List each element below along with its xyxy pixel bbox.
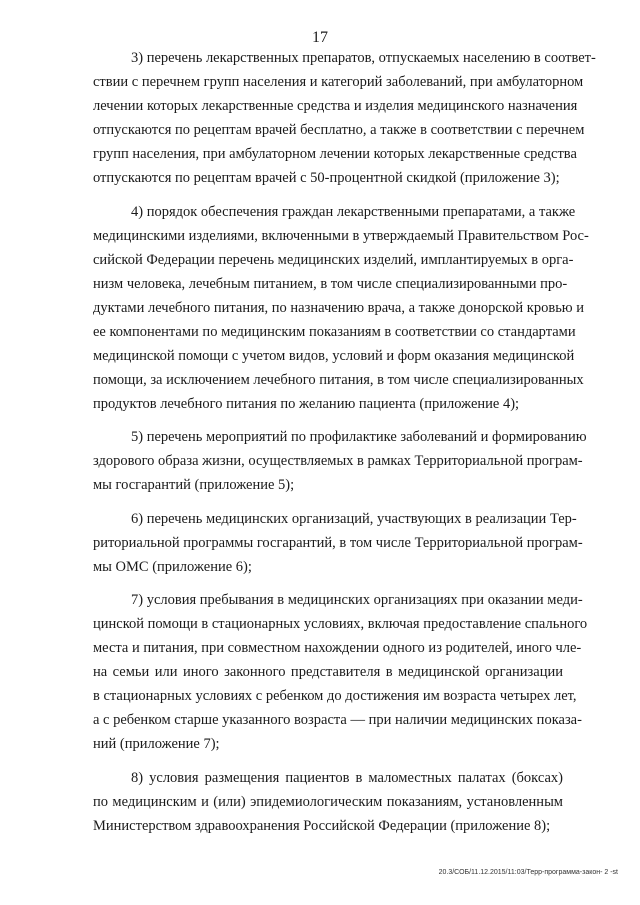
text-line: лечении которых лекарственные средства и изделия медицинского назначения xyxy=(93,98,578,114)
page-number: 17 xyxy=(312,29,328,46)
text-line: 4) порядок обеспечения граждан лекарственными препаратами, а также xyxy=(131,203,576,220)
text-line: здорового образа жизни, осуществляемых в рамках Территориальной програм- xyxy=(93,453,583,469)
text-line: отпускаются по рецептам врачей с 50-процентной скидкой (приложение 3); xyxy=(93,170,560,186)
text-line: мы ОМС (приложение 6); xyxy=(93,558,252,575)
document-body xyxy=(93,46,596,847)
text-line: 5) перечень мероприятий по профилактике заболеваний и формированию xyxy=(131,429,587,445)
text-line: ее компонентами по медицинским показаниям в соответствии со стандартами xyxy=(93,323,576,340)
document-footer-stamp: 20.3/СОБ/11.12.2015/11:03/Терр-программа-закон- 2 -st xyxy=(438,869,618,876)
paragraph-item-8 xyxy=(93,766,563,838)
text-line: 3) перечень лекарственных препаратов, отпускаемых населению в соответ- xyxy=(131,50,596,66)
text-line: по медицинским и (или) эпидемиологическим показаниям, установленным xyxy=(93,793,563,810)
text-line: ний (приложение 7); xyxy=(93,736,220,752)
paragraph-item-3 xyxy=(93,46,596,190)
paragraph-item-6 xyxy=(93,507,583,579)
text-line: помощи, за исключением лечебного питания, в том числе специализированных xyxy=(93,371,584,388)
text-line: в стационарных условиях с ребенком до достижения им возраста четырех лет, xyxy=(93,688,577,704)
paragraph-item-4 xyxy=(93,200,589,416)
text-line: отпускаются по рецептам врачей бесплатно, а также в соответствии с перечнем xyxy=(93,122,585,138)
text-line: 7) условия пребывания в медицинских организациях при оказании меди- xyxy=(131,592,583,608)
text-line: медицинскими изделиями, включенными в утверждаемый Правительством Рос- xyxy=(93,227,589,244)
text-line: а с ребенком старше указанного возраста — при наличии медицинских показа- xyxy=(93,712,582,728)
text-line: Министерством здравоохранения Российской Федерации (приложение 8); xyxy=(93,817,551,834)
text-line: низм человека, лечебным питанием, в том числе специализированными про- xyxy=(93,275,568,292)
text-line: места и питания, при совместном нахождении одного из родителей, иного чле- xyxy=(93,640,582,656)
text-line: сийской Федерации перечень медицинских изделий, имплантируемых в орга- xyxy=(93,251,574,268)
text-line: 8) условия размещения пациентов в маломестных палатах (боксах) xyxy=(131,769,563,786)
text-line: на семьи или иного законного представителя в медицинской организации xyxy=(93,664,563,680)
paragraph-item-7 xyxy=(93,588,588,756)
text-line: 6) перечень медицинских организаций, участвующих в реализации Тер- xyxy=(131,510,577,527)
text-line: медицинской помощи с учетом видов, условий и форм оказания медицинской xyxy=(93,347,575,364)
text-line: групп населения, при амбулаторном лечении которых лекарственные средства xyxy=(93,146,577,162)
text-line: дуктами лечебного питания, по назначению врача, а также донорской кровью и xyxy=(93,299,585,316)
text-line: цинской помощи в стационарных условиях, включая предоставление спального xyxy=(93,616,588,632)
paragraph-item-5 xyxy=(93,425,587,497)
text-line: риториальной программы госгарантий, в том числе Территориальной програм- xyxy=(93,534,583,551)
text-line: ствии с перечнем групп населения и категорий заболеваний, при амбулаторном xyxy=(93,74,584,90)
text-line: продуктов лечебного питания по желанию пациента (приложение 4); xyxy=(93,395,520,412)
text-line: мы госгарантий (приложение 5); xyxy=(93,477,295,493)
